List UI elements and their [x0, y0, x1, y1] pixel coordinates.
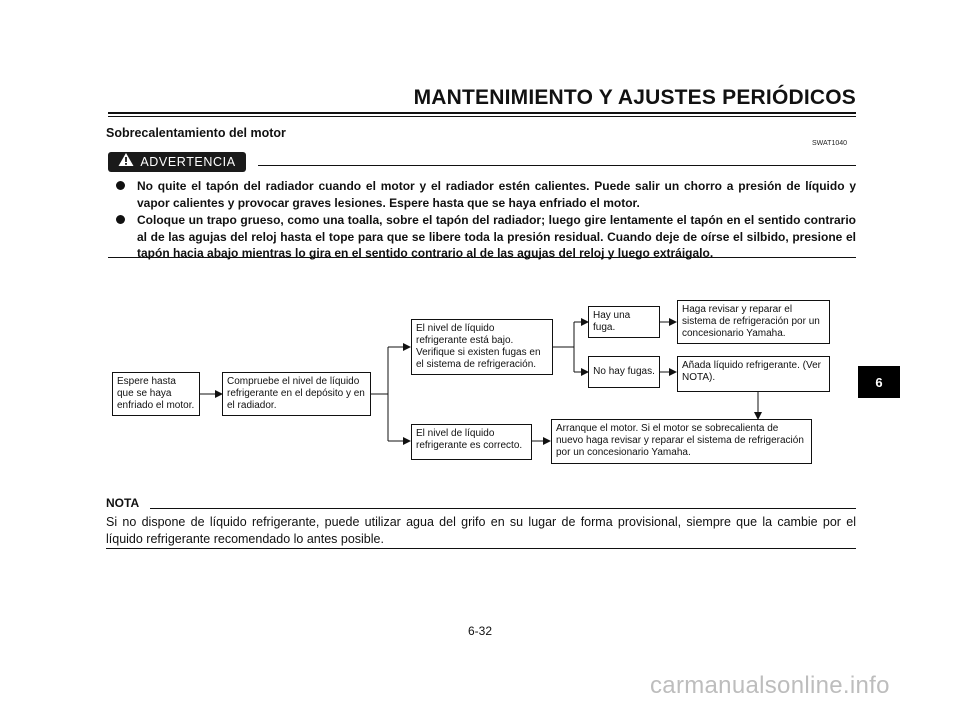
warning-item-text: Coloque un trapo grueso, como una toalla, sobre el tapón del radiador; luego gire lentamente el tapón en el sentido contrario al de las agujas del reloj hasta el tope para que se libere toda la presión residual. Cuando deje de oírse el silbido, presione el tapón hacia abajo mientras lo gira en el sentido contrario al de las agujas del reloj y luego extráigalo.	[137, 213, 856, 260]
flow-box-no-leak	[588, 356, 660, 388]
note-text: Si no dispone de líquido refrigerante, puede utilizar agua del grifo en su lugar de forma provisional, siempre que la cambie por el líquido refrigerante recomendado lo antes posible.	[106, 515, 856, 546]
flow-box-wait	[112, 372, 200, 416]
warning-label: ADVERTENCIA	[140, 155, 236, 169]
flow-box-check-text: Compruebe el nivel de líquido refrigerante en el depósito y en el radiador.	[227, 376, 365, 411]
section-heading: Sobrecalentamiento del motor	[106, 126, 286, 140]
note-label: NOTA	[106, 496, 140, 510]
watermark: carmanualsonline.info	[650, 672, 890, 699]
flow-box-add-coolant	[677, 356, 830, 392]
page-number: 6-32	[467, 624, 493, 638]
flow-box-correct-level-text: El nivel de líquido refrigerante es correcto.	[416, 428, 523, 451]
note-rule-bottom	[106, 548, 856, 549]
flow-box-low-level-text: El nivel de líquido refrigerante está bajo. Verifique si existen fugas en el sistema de refrigeración.	[416, 323, 541, 370]
warning-item-text: No quite el tapón del radiador cuando el motor y el radiador estén calientes. Puede salir un chorro a presión de líquido y vapor calientes y provocar graves lesiones. Espere hasta que se haya enfriado el motor.	[137, 179, 856, 210]
flow-box-low-level	[411, 319, 553, 375]
flow-box-add-coolant-text: Añada líquido refrigerante. (Ver NOTA).	[682, 360, 821, 383]
flow-box-start-engine-text: Arranque el motor. Si el motor se sobrecalienta de nuevo haga revisar y reparar el sistema de refrigeración por un concesionario Yamaha.	[556, 423, 804, 458]
flow-box-leak-text: Hay una fuga.	[593, 310, 631, 333]
chapter-tab: 6	[858, 366, 900, 398]
flow-box-start-engine	[551, 419, 812, 464]
page-title: MANTENIMIENTO Y AJUSTES PERIÓDICOS	[413, 86, 856, 109]
warning-code: SWAT1040	[812, 140, 848, 147]
flow-box-correct-level	[411, 424, 532, 460]
note-rule	[150, 508, 856, 509]
flow-box-repair-text: Haga revisar y reparar el sistema de refrigeración por un concesionario Yamaha.	[682, 304, 820, 339]
flow-box-wait-text: Espere hasta que se haya enfriado el motor.	[117, 376, 195, 411]
flow-box-no-leak-text: No hay fugas.	[593, 366, 655, 377]
flow-box-leak	[588, 306, 660, 338]
flow-box-repair	[677, 300, 830, 344]
flow-box-check	[222, 372, 371, 416]
